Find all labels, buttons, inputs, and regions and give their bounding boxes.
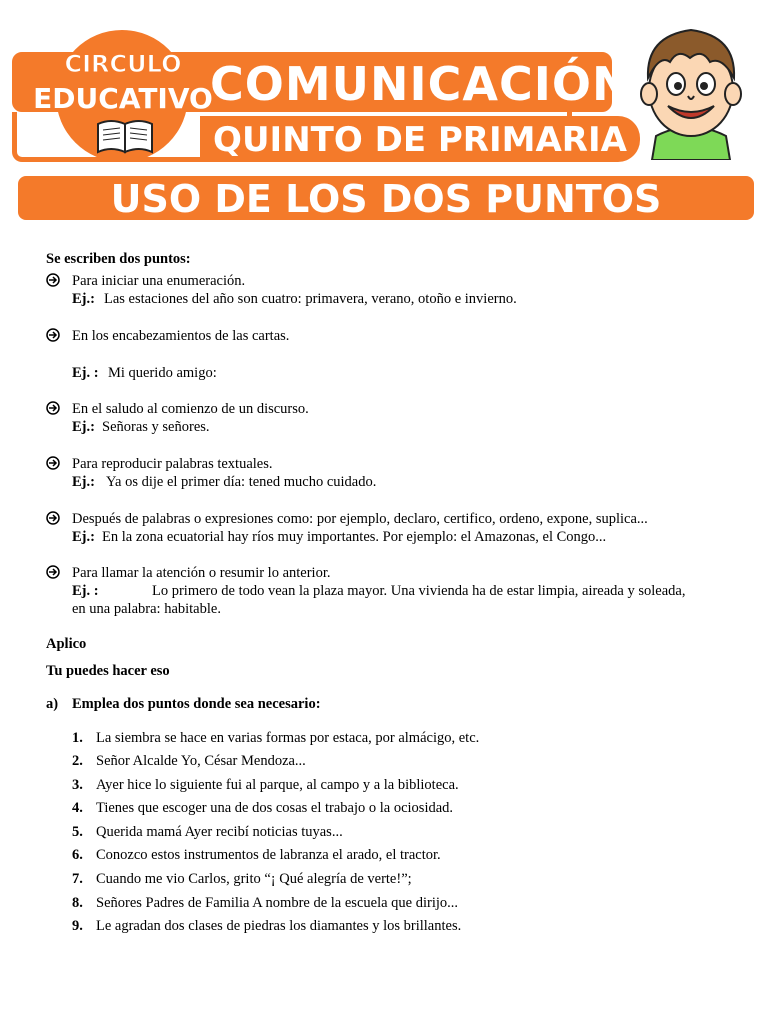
exercise-sentence: Señores Padres de Familia A nombre de la escuela que dirijo... [96,895,459,911]
arrow-bullet-icon [46,511,60,525]
example-label: Ej. : [72,583,99,599]
example-text: Señoras y señores. [102,419,210,435]
exercise-number: 1. [72,730,83,746]
arrow-bullet-icon [46,273,60,287]
example-text: Las estaciones del año son cuatro: primavera, verano, otoño e invierno. [104,291,517,307]
arrow-bullet-icon [46,565,60,579]
exercise-number: 3. [72,777,83,793]
exercise-sentence: Señor Alcalde Yo, César Mendoza... [96,753,306,769]
intro-text: Se escriben dos puntos: [46,251,191,267]
rule-text: Para iniciar una enumeración. [72,273,246,289]
exercise-sentence: Querida mamá Ayer recibí noticias tuyas... [96,824,343,840]
arrow-bullet-icon [46,401,60,415]
exercise-label: a) [46,696,59,712]
example-label: Ej.: [72,474,95,490]
page-header [0,0,768,172]
rule-text: Para llamar la atención o resumir lo anterior. [72,565,331,581]
example-label: Ej.: [72,291,95,307]
exercise-sentence: La siembra se hace en varias formas por estaca, por almácigo, etc. [96,730,480,746]
circulo-educativo-logo [33,22,213,162]
example-text: En la zona ecuatorial hay ríos muy importantes. Por ejemplo: el Amazonas, el Congo... [102,529,607,545]
logo-text-line2: EDUCATIVO [33,82,213,115]
example-label: Ej.: [72,529,95,545]
subject-title: COMUNICACIÓN [210,57,632,111]
example-label: Ej.: [72,419,95,435]
exercise-sentence: Conozco estos instrumentos de labranza el arado, el tractor. [96,847,441,863]
exercise-number: 9. [72,918,83,934]
rule-text: Después de palabras o expresiones como: por ejemplo, declaro, certifico, ordeno, expone, suplica... [72,511,648,527]
rule-text: Para reproducir palabras textuales. [72,456,273,472]
example-text: Ya os dije el primer día: tened mucho cuidado. [106,474,377,490]
example-text-continued: en una palabra: habitable. [72,601,221,617]
rule-text: En los encabezamientos de las cartas. [72,328,290,344]
exercise-number: 7. [72,871,83,887]
logo-text-line1: CIRCULO [64,50,182,78]
arrow-bullet-icon [46,456,60,470]
exercise-number: 8. [72,895,83,911]
cartoon-boy-icon [632,18,750,160]
exercise-sentence: Ayer hice lo siguiente fui al parque, al campo y a la biblioteca. [96,777,459,793]
section-title: USO DE LOS DOS PUNTOS [110,177,662,221]
example-text: Mi querido amigo: [108,365,217,381]
open-book-icon [96,118,154,154]
example-text: Lo primero de todo vean la plaza mayor. Una vivienda ha de estar limpia, aireada y soleada, [152,583,686,599]
exercise-number: 6. [72,847,83,863]
exercise-number: 2. [72,753,83,769]
exercise-instructions: Emplea dos puntos donde sea necesario: [72,696,321,712]
exercise-sentence: Le agradan dos clases de piedras los diamantes y los brillantes. [96,918,462,934]
rule-text: En el saludo al comienzo de un discurso. [72,401,309,417]
arrow-bullet-icon [46,328,60,342]
grade-subtitle: QUINTO DE PRIMARIA [213,120,627,160]
exercise-sentence: Cuando me vio Carlos, grito “¡ Qué alegría de verte!”; [96,871,412,887]
exercise-number: 5. [72,824,83,840]
exercise-sentence: Tienes que escoger una de dos cosas el trabajo o la ociosidad. [96,800,454,816]
exercise-number: 4. [72,800,83,816]
aplico-heading: Aplico [46,636,87,652]
practice-heading: Tu puedes hacer eso [46,663,170,679]
example-label: Ej. : [72,365,99,381]
